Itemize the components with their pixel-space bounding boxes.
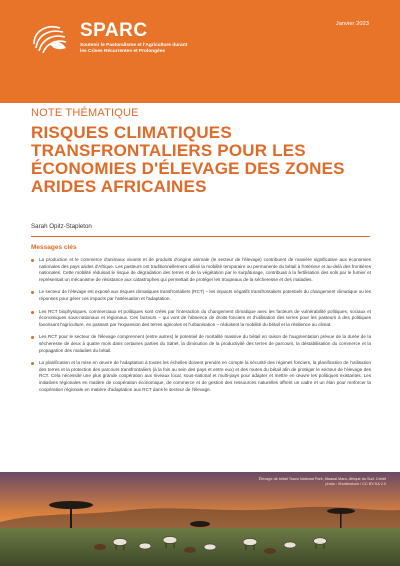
photo-credit: Élevage de bétail Tsavo National Park, Maasai Mara, Afrique du Sud. Crédit photo : Shutterstock / CC BY-SA 2.0 [258, 477, 386, 486]
brand-name: SPARC [80, 20, 148, 41]
key-message-item [31, 360, 371, 393]
key-message-text: La production et le commerce d'animaux vivants et de produits d'origine animale (le secteur de l'élevage) contribuent de manière significative aux économies nationales des pays arides d'Afrique. Les pasteurs ont traditionnellement utilisé la mobilité temporaire ou permanente du bétail à l'intérieur et au-delà des frontières nationales. Cette mobilité réduisait le risque de dégradation des terres et de la végétation par le surpâturage, contribuait à la fertilisation des sols par le fumier et représentait un mécanisme de résistance aux catastrophes qui permettait de protéger les troupeaux de la sécheresse et des maladies. [39, 257, 371, 282]
divider [31, 236, 370, 237]
bullet-dot-icon [31, 259, 34, 262]
bullet-dot-icon [31, 291, 34, 294]
publication-date: Janvier 2023 [335, 21, 369, 27]
bullet-dot-icon [31, 311, 34, 314]
bullet-dot-icon [31, 336, 34, 339]
bullet-dot-icon [31, 362, 34, 365]
key-message-text: Les RCT biophysiques, commerciaux et politiques sont créés par l'interaction du changement climatique avec les facteurs de vulnérabilité politiques, sociaux et économiques sous-nationaux et régionaux. Ces facteurs – qui vont de l'absence de droits fonciers et d'utilisation des terres pour les pasteurs à des politiques favorisant l'agriculture, en passant par l'expansion des terres agricoles et l'urbanisation – réduisent la mobilité du bétail et la résilience au climat. [39, 308, 371, 327]
key-messages-heading: Messages clés [31, 244, 77, 251]
key-message-item [31, 309, 371, 329]
key-message-item [31, 289, 371, 302]
key-message-item [31, 334, 371, 354]
key-message-item [31, 257, 371, 283]
key-message-text: Le secteur de l'élevage est exposé aux risques climatiques transfrontaliers (RCT) – les impacts négatifs transfrontaliers potentiels du changement climatique ou les réponses pour gérer ces impacts par l'atténuation et l'adaptation. [39, 289, 371, 301]
page-title: RISQUES CLIMATIQUES TRANSFRONTALIERS POUR LES ÉCONOMIES D'ÉLEVAGE DES ZONES ARIDES AFRICAINES [31, 123, 345, 196]
key-messages-list [31, 257, 371, 399]
document-type: NOTE THÉMATIQUE [31, 107, 139, 119]
author-name: Sarah Opitz-Stapleton [31, 223, 92, 230]
header-banner [0, 0, 400, 103]
brand-tagline: Soutenir le Pastoralisme et l'Agriculture durant les Crises Récurrentes et Prolongées [80, 43, 188, 55]
key-message-text: La planification et la mise en œuvre de l'adaptation à toutes les échelles doivent prendre en compte la sécurité des régimes fonciers, la planification de l'utilisation des terres et la protection des parcours transfrontaliers (à la fois au sein des pays et entre eux) et des routes du bétail afin de protéger le secteur de l'élevage des RCT. Cela nécessite une plus grande coopération aux niveaux local, sous-national et multi-pays pour adapter et mettre en œuvre les politiques existantes. Les initiatives régionales en matière de coopération économique, de commerce et de gestion des ressources naturelles offrent un cadre et un élan pour renforcer la coopération régionale en matière d'adaptation aux RCT dans le secteur de l'élevage. [39, 360, 371, 392]
key-message-text: Les RCT pour le secteur de l'élevage comprennent (entre autres) le potentiel de mortalité massive du bétail en raison de l'augmentation prévue de la durée de la sécheresse de deux à quatre mois dans certaines parties du Sahel, la diminution de la productivité des terres de parcours, la déstabilisation du commerce et la propagation des maladies du bétail. [39, 334, 371, 353]
sparc-logo-icon [30, 18, 70, 58]
